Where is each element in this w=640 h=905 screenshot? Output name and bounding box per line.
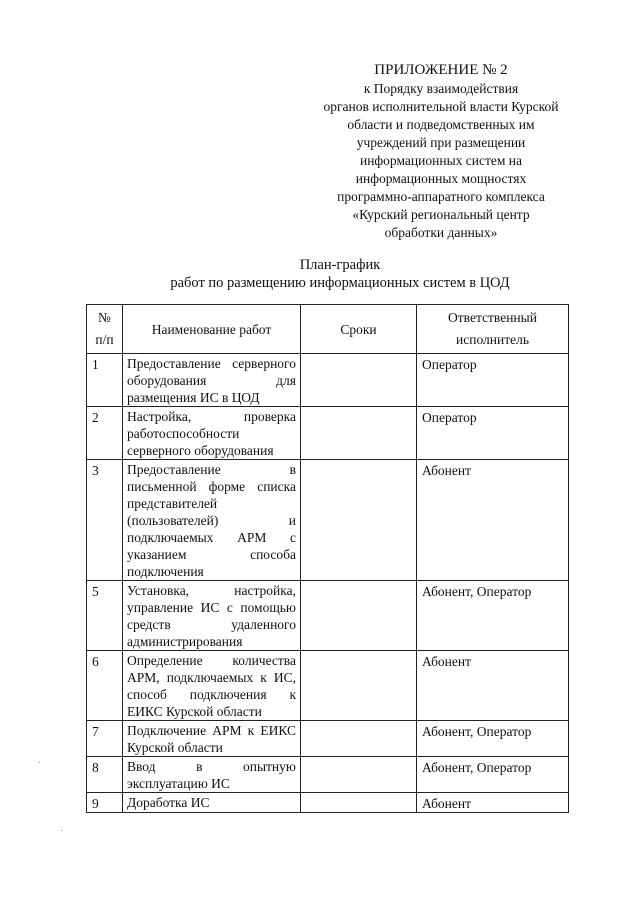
row-work: Подключение АРМ к ЕИКС Курской области <box>123 721 301 757</box>
table-row <box>87 354 569 407</box>
appendix-line: «Курский региональный центр <box>352 207 530 222</box>
appendix-block <box>300 60 582 242</box>
row-term <box>301 460 417 581</box>
table-row <box>87 581 569 651</box>
row-resp: Оператор <box>417 354 569 407</box>
row-term <box>301 581 417 651</box>
row-resp: Оператор <box>417 407 569 460</box>
row-term <box>301 407 417 460</box>
row-work: Установка, настройка, управление ИС с помощью средств удаленного администрирования <box>123 581 301 651</box>
appendix-heading: ПРИЛОЖЕНИЕ № 2 <box>374 62 508 78</box>
table-row <box>87 757 569 793</box>
table-header-row <box>87 305 569 354</box>
header-resp-bottom: исполнитель <box>456 332 529 347</box>
row-num: 9 <box>87 793 123 813</box>
appendix-line: к Порядку взаимодействия <box>363 81 519 96</box>
row-work: Настройка, проверка работоспособности серверного оборудования <box>123 407 301 460</box>
header-num <box>87 305 123 354</box>
scan-speck: · <box>38 758 42 769</box>
row-resp: Абонент, Оператор <box>417 581 569 651</box>
row-work: Ввод в опытную эксплуатацию ИС <box>123 757 301 793</box>
table-row <box>87 407 569 460</box>
row-num: 7 <box>87 721 123 757</box>
document-title <box>60 256 620 292</box>
row-work: Предоставление серверного оборудования для размещения ИС в ЦОД <box>123 354 301 407</box>
row-num: 6 <box>87 651 123 721</box>
row-resp: Абонент <box>417 793 569 813</box>
appendix-line: учреждений при размещении <box>356 135 526 150</box>
table-row <box>87 460 569 581</box>
header-resp-top: Ответственный <box>448 310 537 325</box>
table-row <box>87 793 569 813</box>
row-num: 5 <box>87 581 123 651</box>
row-work: Определение количества АРМ, подключаемых к ИС, способ подключения к ЕИКС Курской области <box>123 651 301 721</box>
title-line-1: План-график <box>299 257 381 273</box>
row-term <box>301 793 417 813</box>
row-num: 2 <box>87 407 123 460</box>
appendix-line: информационных систем на <box>359 153 522 168</box>
row-resp: Абонент <box>417 460 569 581</box>
appendix-line: информационных мощностях <box>355 171 527 186</box>
appendix-line: обработки данных» <box>384 225 498 240</box>
header-num-top: № <box>98 310 111 325</box>
appendix-line: области и подведомственных им <box>347 117 535 132</box>
row-num: 1 <box>87 354 123 407</box>
appendix-line: программно-аппаратного комплекса <box>337 189 545 204</box>
appendix-line: органов исполнительной власти Курской <box>323 99 559 114</box>
header-resp <box>417 305 569 354</box>
row-resp: Абонент, Оператор <box>417 721 569 757</box>
row-num: 3 <box>87 460 123 581</box>
row-num: 8 <box>87 757 123 793</box>
table-row <box>87 651 569 721</box>
row-term <box>301 721 417 757</box>
row-work: Предоставление в письменной форме списка представителей (пользователей) и подключаемых АРМ с указанием способа подключения <box>123 460 301 581</box>
scan-speck: · <box>60 826 64 837</box>
row-term <box>301 651 417 721</box>
row-work: Доработка ИС <box>123 793 301 813</box>
row-resp: Абонент, Оператор <box>417 757 569 793</box>
schedule-table <box>86 304 569 813</box>
header-num-bottom: п/п <box>95 332 114 347</box>
header-term: Сроки <box>301 305 417 354</box>
row-resp: Абонент <box>417 651 569 721</box>
row-term <box>301 354 417 407</box>
table-row <box>87 721 569 757</box>
header-work: Наименование работ <box>123 305 301 354</box>
row-term <box>301 757 417 793</box>
title-line-2: работ по размещению информационных систем в ЦОД <box>170 275 510 291</box>
